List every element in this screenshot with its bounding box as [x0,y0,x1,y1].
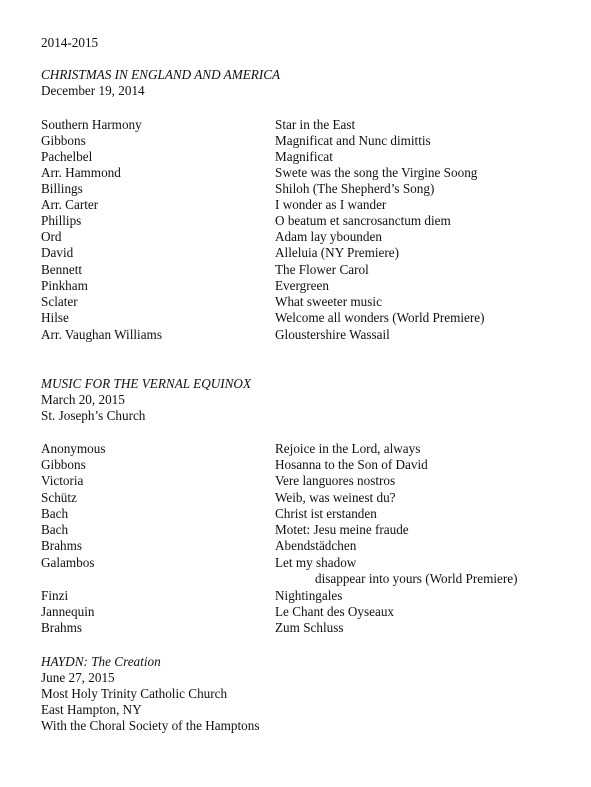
concert-title: CHRISTMAS IN ENGLAND AND AMERICA [41,67,281,82]
composer: Galambos [41,555,95,570]
season-heading: 2014-2015 [41,35,99,50]
concert-date: March 20, 2015 [41,392,125,407]
work-title: I wonder as I wander [275,197,387,212]
work-title: Let my shadow [275,555,357,570]
work-title: Swete was the song the Virgine Soong [275,165,478,180]
composer: Arr. Hammond [41,165,121,180]
composer: Arr. Vaughan Williams [41,327,162,342]
composer: Bach [41,522,69,537]
work-title: Shiloh (The Shepherd’s Song) [275,181,435,196]
work-title: Zum Schluss [275,620,344,635]
concert-date: June 27, 2015 [41,670,115,685]
work-title: Magnificat [275,149,333,164]
composer: Sclater [41,294,78,309]
work-title-continuation: disappear into yours (World Premiere) [315,571,518,586]
work-title: Welcome all wonders (World Premiere) [275,310,485,325]
work-title: Hosanna to the Son of David [275,457,428,472]
work-title: Rejoice in the Lord, always [275,441,421,456]
work-title: Gloustershire Wassail [275,327,390,342]
work-title: O beatum et sancrosanctum diem [275,213,451,228]
work-title: What sweeter music [275,294,382,309]
concert-title: HAYDN: The Creation [41,654,161,669]
work-title: Star in the East [275,117,356,132]
composer: Pinkham [41,278,88,293]
concert-collaborator: With the Choral Society of the Hamptons [41,718,260,733]
composer: Bennett [41,262,83,277]
work-title: Magnificat and Nunc dimittis [275,133,431,148]
work-title: Alleluia (NY Premiere) [275,245,400,260]
composer: Pachelbel [41,149,93,164]
concert-date: December 19, 2014 [41,83,145,98]
composer: Arr. Carter [41,197,99,212]
composer: Hilse [41,310,69,325]
composer: Jannequin [41,604,95,619]
work-title: Adam lay ybounden [275,229,382,244]
composer: Phillips [41,213,82,228]
work-title: The Flower Carol [275,262,369,277]
work-title: Christ ist erstanden [275,506,377,521]
composer: Brahms [41,538,83,553]
composer: Ord [41,229,62,244]
composer: Gibbons [41,133,86,148]
work-title: Weib, was weinest du? [275,490,396,505]
concert-title: MUSIC FOR THE VERNAL EQUINOX [41,376,252,391]
concert-venue: Most Holy Trinity Catholic Church [41,686,228,701]
composer: Billings [41,181,83,196]
composer: Bach [41,506,69,521]
composer: Anonymous [41,441,106,456]
work-title: Evergreen [275,278,329,293]
composer: David [41,245,74,260]
work-title: Le Chant des Oyseaux [275,604,395,619]
work-title: Nightingales [275,588,343,603]
work-title: Abendstädchen [275,538,357,553]
work-title: Vere languores nostros [275,473,396,488]
composer: Victoria [41,473,84,488]
concert-location: East Hampton, NY [41,702,142,717]
composer: Finzi [41,588,69,603]
composer: Gibbons [41,457,86,472]
composer: Southern Harmony [41,117,142,132]
composer: Brahms [41,620,83,635]
work-title: Motet: Jesu meine fraude [275,522,409,537]
concert-venue: St. Joseph’s Church [41,408,146,423]
composer: Schütz [41,490,77,505]
